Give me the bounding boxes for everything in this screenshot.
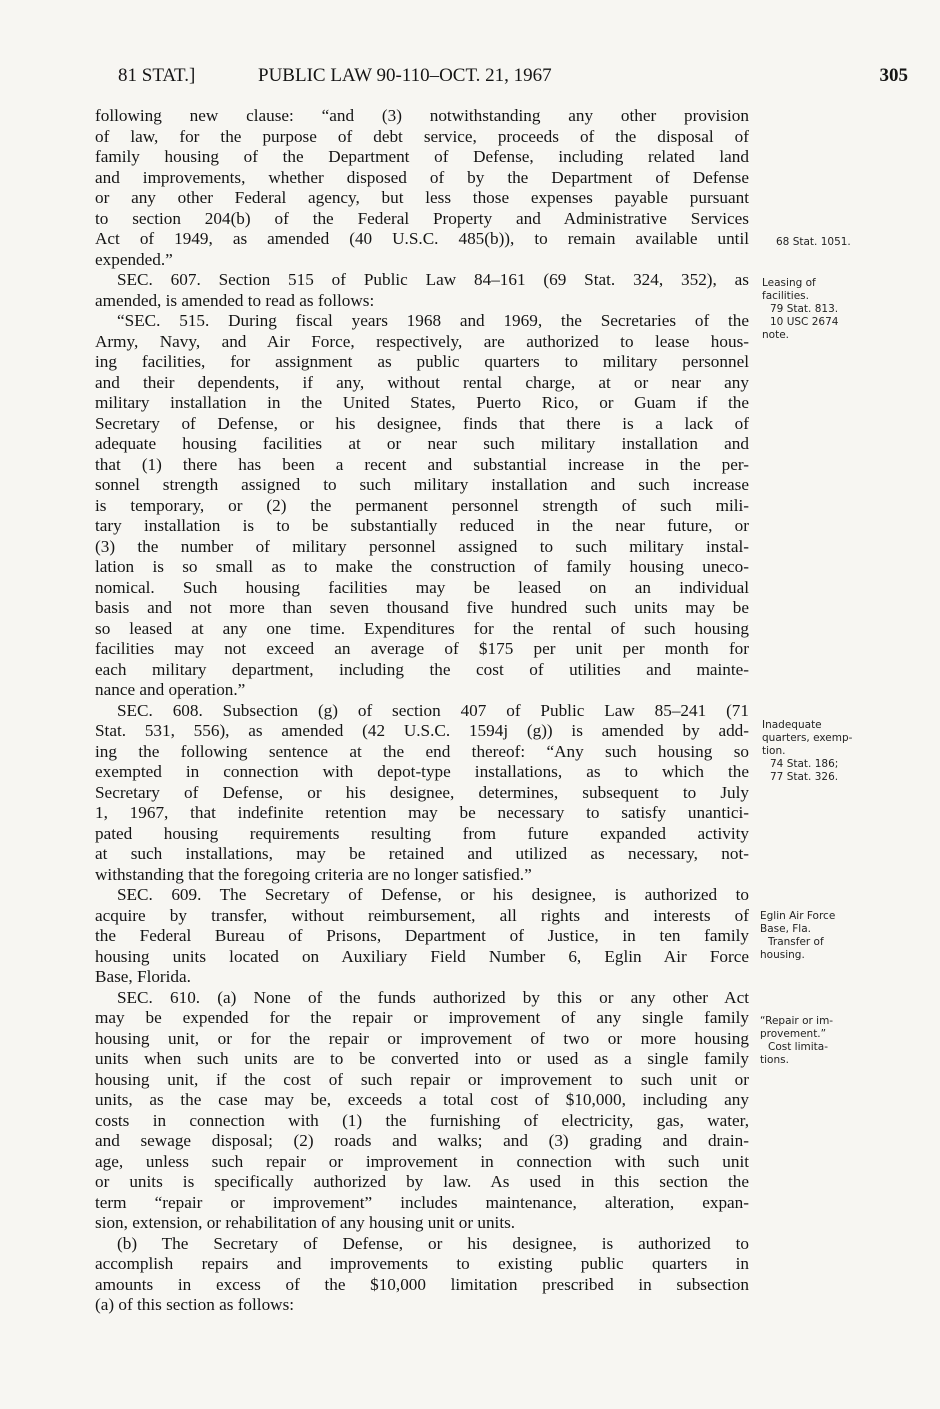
- margin-note-eglin-air-force-base: [760, 910, 835, 962]
- margin-note-leasing-of-facilities: [762, 277, 838, 342]
- body-line: nomical. Such housing facilities may be leased on an individual: [95, 577, 749, 597]
- margin-note-repair-or-improvement: [760, 1015, 833, 1067]
- body-line: “SEC. 515. During fiscal years 1968 and 1969, the Secretaries of the: [117, 311, 749, 330]
- margin-note-inadequate-quarters: [762, 719, 852, 784]
- body-line: SEC. 609. The Secretary of Defense, or his designee, is authorized to: [117, 885, 749, 904]
- body-line: adequate housing facilities at or near such military installation and: [95, 434, 749, 453]
- body-line: may be expended for the repair or improvement of any single family: [95, 1008, 749, 1027]
- body-line: acquire by transfer, without reimbursement, all rights and interests of: [95, 905, 749, 925]
- body-line: Secretary of Defense, or his designee, finds that there is a lack of: [95, 413, 749, 433]
- margin-note-line: 79 Stat. 813.: [770, 303, 839, 315]
- body-line: withstanding that the foregoing criteria are no longer satisfied.”: [95, 864, 532, 884]
- body-line: SEC. 607. Section 515 of Public Law 84–161 (69 Stat. 324, 352), as: [117, 270, 749, 289]
- body-line: ing facilities, for assignment as public quarters to military personnel: [95, 352, 749, 371]
- body-line: tary installation is to be substantially reduced in the near future, or: [95, 516, 749, 535]
- body-line: age, unless such repair or improvement in connection with such unit: [95, 1151, 749, 1171]
- body-line: exempted in connection with depot-type installations, as to which the: [95, 762, 749, 781]
- margin-note-line: tions.: [760, 1054, 789, 1066]
- body-line: to section 204(b) of the Federal Property and Administrative Services: [95, 208, 749, 228]
- body-line: lation is so small as to make the construction of family housing uneco-: [95, 557, 749, 576]
- body-line: sion, extension, or rehabilitation of any housing unit or units.: [95, 1213, 516, 1232]
- margin-note-line: note.: [762, 329, 789, 341]
- margin-note-line: 68 Stat. 1051.: [776, 236, 851, 248]
- body-line: facilities may not exceed an average of $175 per unit per month for: [95, 639, 749, 658]
- body-line: or any other Federal agency, but less those expenses payable pursuant: [95, 188, 749, 207]
- margin-note-line: Eglin Air Force: [760, 910, 836, 922]
- body-line: is temporary, or (2) the permanent personnel strength of such mili-: [95, 495, 749, 515]
- body-line: the Federal Bureau of Prisons, Department of Justice, in ten family: [95, 926, 749, 945]
- margin-note-line: tion.: [762, 745, 786, 757]
- body-line: SEC. 610. (a) None of the funds authorized by this or any other Act: [117, 987, 749, 1007]
- body-text: [95, 106, 749, 1316]
- body-line: units when such units are to be converted into or used as a single family: [95, 1049, 749, 1068]
- body-line: accomplish repairs and improvements to existing public quarters in: [95, 1254, 749, 1273]
- margin-note-line: facilities.: [762, 290, 809, 302]
- body-line: Army, Navy, and Air Force, respectively, are authorized to lease hous-: [95, 331, 749, 351]
- body-line: Secretary of Defense, or his designee, determines, subsequent to July: [95, 782, 749, 802]
- body-line: expended.”: [95, 249, 173, 269]
- body-line: at such installations, may be retained and utilized as necessary, not-: [95, 844, 749, 863]
- body-line: housing units located on Auxiliary Field Number 6, Eglin Air Force: [95, 946, 749, 966]
- body-line: and sewage disposal; (2) roads and walks; and (3) grading and drain-: [95, 1131, 749, 1150]
- margin-note-line: “Repair or im-: [760, 1015, 834, 1027]
- body-line: following new clause: “and (3) notwithstanding any other provision: [95, 106, 749, 125]
- body-line: each military department, including the cost of utilities and mainte-: [95, 659, 749, 679]
- body-line: or units is specifically authorized by law. As used in this section the: [95, 1172, 749, 1191]
- body-line: and improvements, whether disposed of by the Department of Defense: [95, 167, 749, 187]
- body-line: Act of 1949, as amended (40 U.S.C. 485(b)), to remain available until: [95, 229, 749, 248]
- margin-note-68-stat: [776, 236, 851, 249]
- body-line: of law, for the purpose of debt service, proceeds of the disposal of: [95, 126, 749, 146]
- law-title: PUBLIC LAW 90-110–OCT. 21, 1967: [258, 65, 552, 86]
- body-line: term “repair or improvement” includes maintenance, alteration, expan-: [95, 1192, 749, 1212]
- statute-reference: 81 STAT.]: [118, 65, 196, 86]
- margin-note-line: Transfer of: [768, 936, 824, 948]
- margin-note-line: quarters, exemp-: [762, 732, 853, 744]
- body-line: costs in connection with (1) the furnishing of electricity, gas, water,: [95, 1110, 749, 1130]
- margin-note-line: Leasing of: [762, 277, 816, 289]
- margin-note-line: Inadequate: [762, 719, 822, 731]
- margin-note-line: housing.: [760, 949, 805, 961]
- margin-note-line: 77 Stat. 326.: [770, 771, 839, 783]
- margin-note-line: 74 Stat. 186;: [770, 758, 839, 770]
- body-line: units, as the case may be, exceeds a total cost of $10,000, including any: [95, 1090, 749, 1109]
- body-line: so leased at any one time. Expenditures for the rental of such housing: [95, 618, 749, 638]
- body-line: 1, 1967, that indefinite retention may be necessary to satisfy unantici-: [95, 803, 749, 822]
- body-line: nance and operation.”: [95, 680, 246, 699]
- margin-note-line: provement.”: [760, 1028, 827, 1040]
- body-line: ing the following sentence at the end thereof: “Any such housing so: [95, 741, 749, 761]
- page-header: [118, 64, 908, 88]
- body-line: pated housing requirements resulting from future expanded activity: [95, 823, 749, 843]
- body-line: SEC. 608. Subsection (g) of section 407 of Public Law 85–241 (71: [117, 700, 749, 720]
- margin-note-line: Base, Fla.: [760, 923, 811, 935]
- body-line: amended, is amended to read as follows:: [95, 290, 375, 310]
- body-line: housing unit, if the cost of such repair or improvement to such unit or: [95, 1069, 749, 1089]
- body-line: that (1) there has been a recent and substantial increase in the per-: [95, 454, 749, 474]
- body-line: basis and not more than seven thousand five hundred such units may be: [95, 598, 749, 617]
- body-line: housing unit, or for the repair or improvement of two or more housing: [95, 1028, 749, 1048]
- body-line: sonnel strength assigned to such military installation and such increase: [95, 475, 749, 494]
- body-line: (3) the number of military personnel assigned to such military instal-: [95, 536, 749, 556]
- body-line: amounts in excess of the $10,000 limitation prescribed in subsection: [95, 1274, 749, 1294]
- body-line: and their dependents, if any, without rental charge, at or near any: [95, 372, 749, 392]
- body-line: (b) The Secretary of Defense, or his designee, is authorized to: [117, 1233, 749, 1253]
- margin-note-line: 10 USC 2674: [770, 316, 839, 328]
- body-line: military installation in the United States, Puerto Rico, or Guam if the: [95, 393, 749, 412]
- body-line: Stat. 531, 556), as amended (42 U.S.C. 1594j (g)) is amended by add-: [95, 721, 749, 740]
- body-line: Base, Florida.: [95, 967, 191, 986]
- body-line: (a) of this section as follows:: [95, 1295, 295, 1314]
- margin-note-line: Cost limita-: [768, 1041, 829, 1053]
- body-line: family housing of the Department of Defense, including related land: [95, 147, 749, 166]
- page-number: 305: [879, 65, 908, 86]
